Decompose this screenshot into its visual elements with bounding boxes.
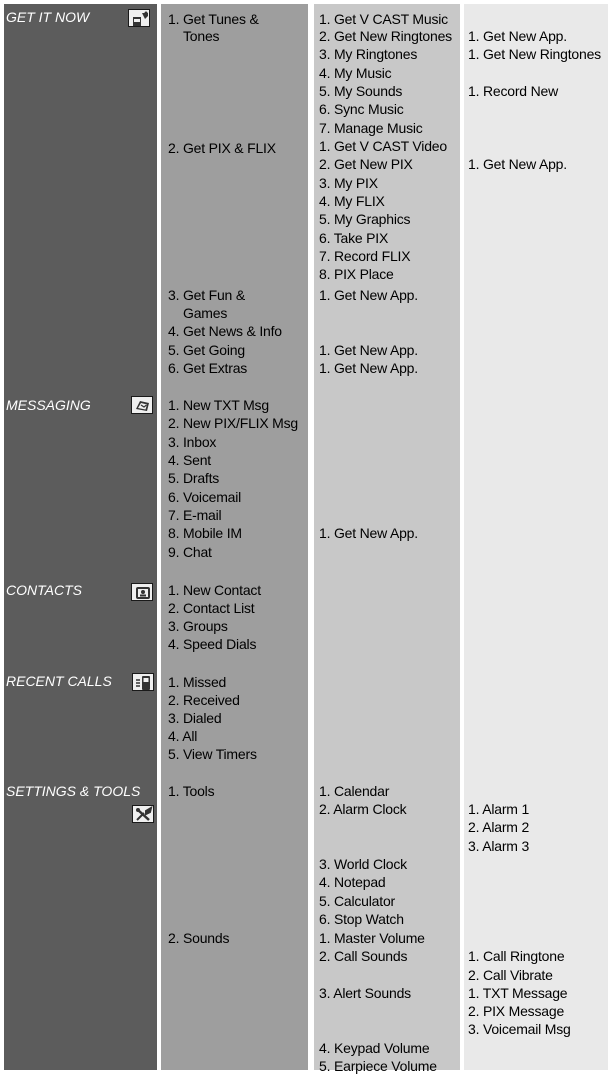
- submenu-item[interactable]: 4. All: [168, 728, 198, 744]
- submenu-item[interactable]: 4. Get News & Info: [168, 323, 282, 339]
- sub-submenu-item[interactable]: 3. Alert Sounds: [319, 985, 411, 1001]
- submenu-item[interactable]: 1. New TXT Msg: [168, 397, 269, 413]
- main-menu-column: [4, 4, 157, 1070]
- menu-recent-calls[interactable]: RECENT CALLS: [6, 673, 112, 689]
- submenu-item[interactable]: 2. Get PIX & FLIX: [168, 140, 276, 156]
- sub-submenu-item[interactable]: 3. My PIX: [319, 175, 378, 191]
- sub-submenu-item[interactable]: 1. Master Volume: [319, 930, 425, 946]
- option-item[interactable]: 1. Alarm 1: [468, 801, 530, 817]
- submenu-item[interactable]: 2. New PIX/FLIX Msg: [168, 415, 299, 431]
- phone-download-icon: [128, 9, 150, 27]
- sub-submenu-item[interactable]: 4. Keypad Volume: [319, 1040, 430, 1056]
- submenu-item[interactable]: 2. Contact List: [168, 600, 255, 616]
- option-item[interactable]: 1. Record New: [468, 83, 558, 99]
- submenu-item[interactable]: 1. Tools: [168, 783, 215, 799]
- submenu-item[interactable]: 1. New Contact: [168, 582, 261, 598]
- submenu-item-continuation[interactable]: Tones: [183, 28, 220, 44]
- sub-submenu-item[interactable]: 2. Get New PIX: [319, 156, 413, 172]
- sub-submenu-item[interactable]: 1. Get New App.: [319, 342, 418, 358]
- menu-messaging[interactable]: MESSAGING: [6, 397, 91, 413]
- sub-submenu-item[interactable]: 3. My Ringtones: [319, 46, 418, 62]
- submenu-item[interactable]: 1. Get Tunes &: [168, 11, 259, 27]
- sub-submenu-item[interactable]: 1. Get New App.: [319, 287, 418, 303]
- submenu-item[interactable]: 8. Mobile IM: [168, 525, 242, 541]
- option-item[interactable]: 3. Alarm 3: [468, 838, 530, 854]
- option-item[interactable]: 2. Call Vibrate: [468, 967, 553, 983]
- option-item[interactable]: 1. Get New App.: [468, 156, 567, 172]
- sub-submenu-item[interactable]: 5. Earpiece Volume: [319, 1058, 437, 1074]
- option-item[interactable]: 2. PIX Message: [468, 1003, 565, 1019]
- submenu-item[interactable]: 3. Get Fun &: [168, 287, 245, 303]
- sub-submenu-item[interactable]: 7. Record FLIX: [319, 248, 411, 264]
- submenu-item-continuation[interactable]: Games: [183, 305, 228, 321]
- option-item[interactable]: 1. Get New App.: [468, 28, 567, 44]
- submenu-item[interactable]: 4. Sent: [168, 452, 211, 468]
- sub-submenu-item[interactable]: 5. My Graphics: [319, 211, 411, 227]
- tools-icon: [132, 805, 154, 823]
- sub-submenu-item[interactable]: 7. Manage Music: [319, 120, 423, 136]
- submenu-item[interactable]: 4. Speed Dials: [168, 636, 257, 652]
- envelope-icon: [131, 396, 153, 414]
- sub-submenu-item[interactable]: 6. Stop Watch: [319, 911, 404, 927]
- submenu-item[interactable]: 6. Get Extras: [168, 360, 248, 376]
- submenu-item[interactable]: 2. Sounds: [168, 930, 230, 946]
- sub-submenu-item[interactable]: 1. Get V CAST Music: [319, 11, 448, 27]
- submenu-item[interactable]: 5. Get Going: [168, 342, 245, 358]
- submenu-item[interactable]: 5. View Timers: [168, 746, 257, 762]
- submenu-item[interactable]: 7. E-mail: [168, 507, 222, 523]
- sub-submenu-item[interactable]: 1. Get New App.: [319, 525, 418, 541]
- phone-calls-icon: [132, 673, 154, 691]
- menu-settings-tools[interactable]: SETTINGS & TOOLS: [6, 783, 141, 799]
- option-item[interactable]: 2. Alarm 2: [468, 819, 530, 835]
- submenu-item[interactable]: 2. Received: [168, 692, 240, 708]
- submenu-item[interactable]: 3. Groups: [168, 618, 228, 634]
- sub-submenu-item[interactable]: 2. Call Sounds: [319, 948, 408, 964]
- option-item[interactable]: 3. Voicemail Msg: [468, 1021, 571, 1037]
- submenu-item[interactable]: 3. Dialed: [168, 710, 222, 726]
- menu-contacts[interactable]: CONTACTS: [6, 582, 82, 598]
- sub-submenu-item[interactable]: 2. Get New Ringtones: [319, 28, 452, 44]
- option-item[interactable]: 1. Get New Ringtones: [468, 46, 601, 62]
- submenu-item[interactable]: 9. Chat: [168, 544, 212, 560]
- submenu-item[interactable]: 5. Drafts: [168, 470, 220, 486]
- sub-submenu-item[interactable]: 8. PIX Place: [319, 266, 394, 282]
- sub-submenu-item[interactable]: 2. Alarm Clock: [319, 801, 407, 817]
- sub-submenu-item[interactable]: 1. Get New App.: [319, 360, 418, 376]
- sub-submenu-item[interactable]: 4. My FLIX: [319, 193, 385, 209]
- submenu-item[interactable]: 1. Missed: [168, 674, 227, 690]
- sub-submenu-item[interactable]: 3. World Clock: [319, 856, 407, 872]
- contact-card-icon: [131, 583, 153, 601]
- sub-submenu-item[interactable]: 6. Sync Music: [319, 101, 404, 117]
- option-item[interactable]: 1. TXT Message: [468, 985, 568, 1001]
- sub-submenu-item[interactable]: 5. Calculator: [319, 893, 395, 909]
- sub-submenu-item[interactable]: 4. My Music: [319, 65, 392, 81]
- sub-submenu-item[interactable]: 6. Take PIX: [319, 230, 389, 246]
- sub-submenu-item[interactable]: 4. Notepad: [319, 874, 386, 890]
- sub-submenu-item[interactable]: 5. My Sounds: [319, 83, 403, 99]
- menu-get-it-now[interactable]: GET IT NOW: [6, 9, 90, 25]
- option-item[interactable]: 1. Call Ringtone: [468, 948, 565, 964]
- submenu-item[interactable]: 6. Voicemail: [168, 489, 242, 505]
- sub-submenu-item[interactable]: 1. Get V CAST Video: [319, 138, 447, 154]
- submenu-item[interactable]: 3. Inbox: [168, 434, 217, 450]
- sub-submenu-item[interactable]: 1. Calendar: [319, 783, 390, 799]
